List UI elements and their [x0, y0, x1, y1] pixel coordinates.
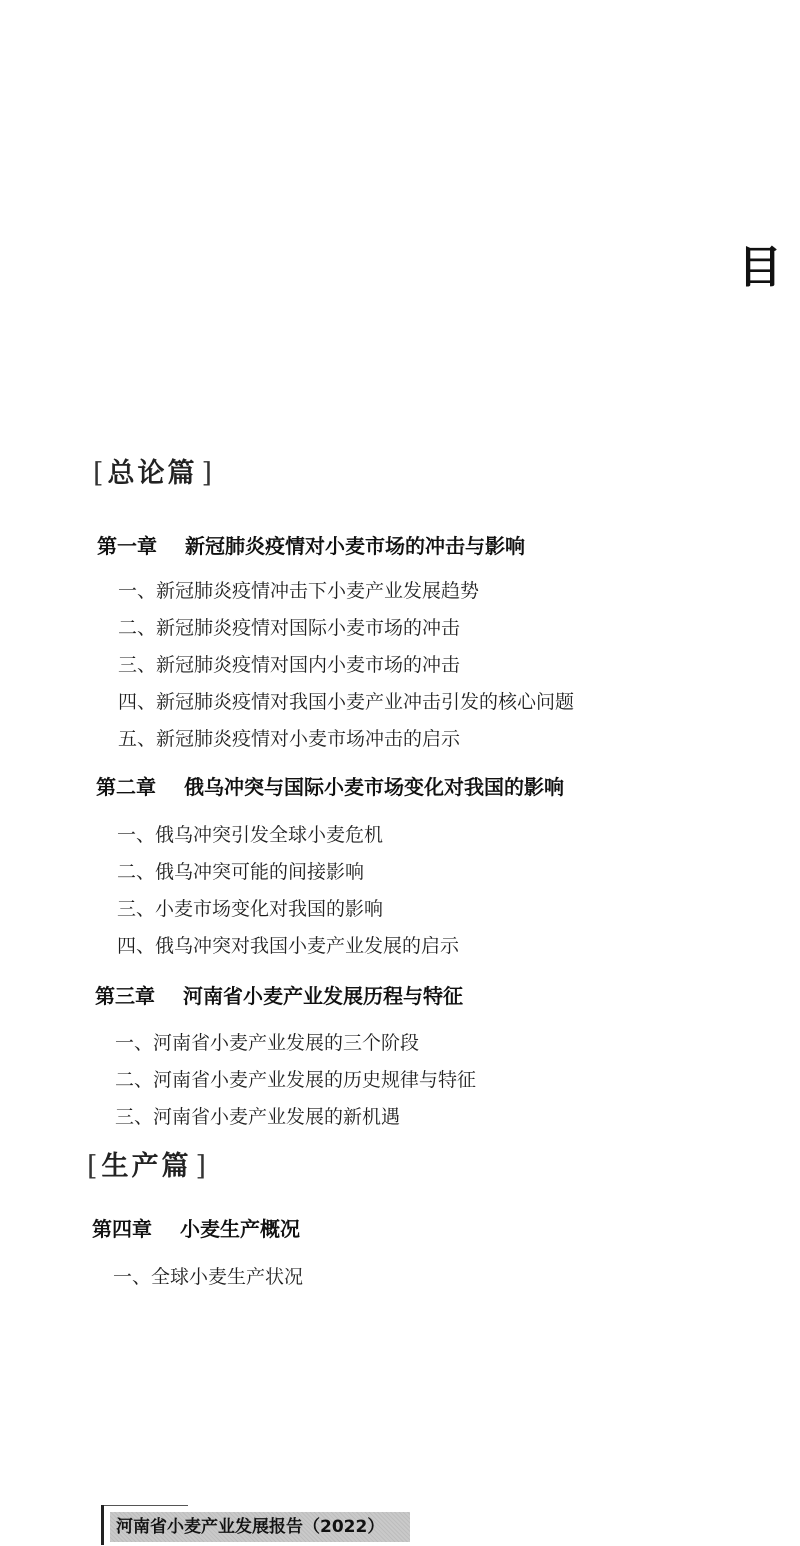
- chapter-number: 第四章: [92, 1217, 152, 1241]
- catalog-heading-char: 目: [738, 242, 782, 293]
- part-title: 生产篇: [101, 1151, 192, 1182]
- chapter-1-heading[interactable]: [97, 536, 525, 556]
- chapter-3-heading[interactable]: [95, 986, 463, 1006]
- section-item[interactable]: 三、小麦市场变化对我国的影响: [117, 898, 384, 920]
- chapter-4-heading[interactable]: [92, 1219, 300, 1239]
- chapter-number: 第二章: [96, 775, 156, 799]
- part-bracket-open: [: [87, 1151, 98, 1182]
- chapter-title: 小麦生产概况: [180, 1217, 300, 1241]
- part-bracket-open: [: [93, 458, 104, 489]
- part-heading-production: [87, 1153, 206, 1180]
- part-bracket-close: ]: [201, 458, 213, 489]
- section-item[interactable]: 一、全球小麦生产状况: [113, 1266, 304, 1288]
- section-item[interactable]: 一、新冠肺炎疫情冲击下小麦产业发展趋势: [118, 580, 480, 602]
- section-item[interactable]: 四、新冠肺炎疫情对我国小麦产业冲击引发的核心问题: [118, 691, 575, 713]
- section-item[interactable]: 二、河南省小麦产业发展的历史规律与特征: [115, 1069, 477, 1091]
- footer-horizontal-rule: [104, 1505, 188, 1506]
- part-bracket-close: ]: [195, 1151, 207, 1182]
- section-item[interactable]: 四、俄乌冲突对我国小麦产业发展的启示: [117, 935, 460, 957]
- section-item[interactable]: 一、河南省小麦产业发展的三个阶段: [115, 1032, 420, 1054]
- section-item[interactable]: 三、河南省小麦产业发展的新机遇: [115, 1106, 401, 1128]
- section-item[interactable]: 三、新冠肺炎疫情对国内小麦市场的冲击: [118, 654, 461, 676]
- chapter-title: 河南省小麦产业发展历程与特征: [183, 984, 463, 1008]
- section-item[interactable]: 一、俄乌冲突引发全球小麦危机: [117, 824, 384, 846]
- footer-book-title: 河南省小麦产业发展报告（2022）: [110, 1512, 410, 1542]
- chapter-title: 俄乌冲突与国际小麦市场变化对我国的影响: [184, 775, 564, 799]
- part-heading-general: [93, 460, 212, 487]
- section-item[interactable]: 二、新冠肺炎疫情对国际小麦市场的冲击: [118, 617, 461, 639]
- section-item[interactable]: 五、新冠肺炎疫情对小麦市场冲击的启示: [118, 728, 461, 750]
- chapter-2-heading[interactable]: [96, 777, 564, 797]
- chapter-number: 第三章: [95, 984, 155, 1008]
- chapter-title: 新冠肺炎疫情对小麦市场的冲击与影响: [185, 534, 525, 558]
- section-item[interactable]: 二、俄乌冲突可能的间接影响: [117, 861, 365, 883]
- footer-vertical-rule: [101, 1505, 104, 1545]
- part-title: 总论篇: [107, 458, 198, 489]
- chapter-number: 第一章: [97, 534, 157, 558]
